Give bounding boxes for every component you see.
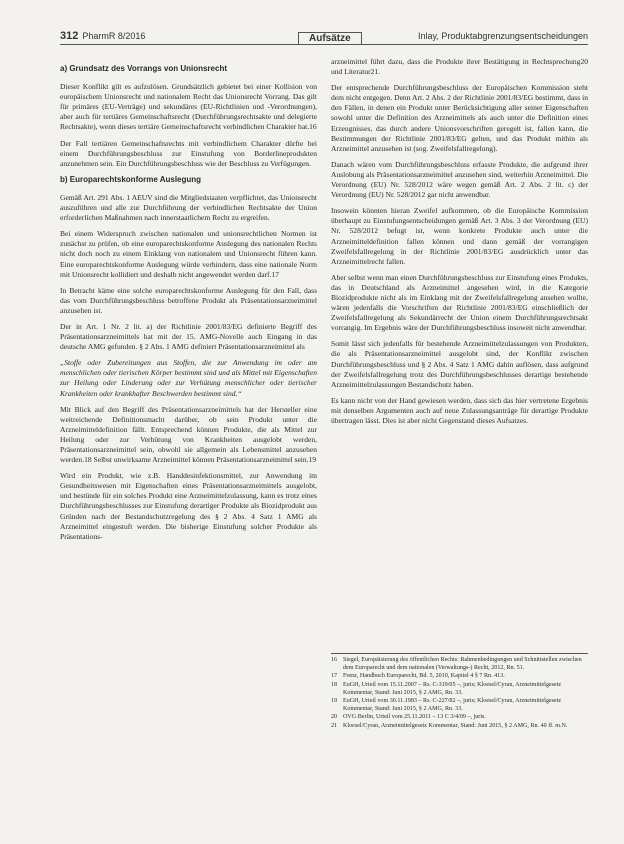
paragraph: Es kann nicht von der Hand gewiesen werden, dass sich das hier vertretene Ergebnis mit denselben Argumenten auch auf neue Zulassungsanträge für derartige Produkte übertragen lässt. Dies ist aber nicht Gegenstand dieses Aufsatzes. [331,395,588,425]
paragraph: Der Fall tertiären Gemeinschaftsrechts mit verbindlichem Charakter dürfte bei einem Durchführungsbeschluss zur Einstufung von Borderlineprodukten anzunehmen sein. Ein Durchführungsbeschluss wie der Beschluss zu Verfügungen. [60,138,317,168]
page-header [60,28,588,45]
journal-name: PharmR 8/2016 [82,31,146,41]
footnote [331,698,588,714]
footnote-number: 20 [331,714,338,721]
section-label: Aufsätze [298,32,362,44]
heading-b: b) Europarechtskonforme Auslegung [60,174,202,184]
block-quote: „Stoffe oder Zubereitungen aus Stoffen, die zur Anwendung im oder am menschlichen oder tierischen Körper bestimmt sind und als Mittel mit Eigenschaften zur Heilung oder Linderung oder zur Verhütung menschlicher oder tierischer Krankheiten oder krankhafter Beschwerden bestimmt sind.“ [60,358,317,398]
footnote [331,682,588,698]
footnote-text: Siegel, Europäisierung des öffentlichen Rechts: Rahmenbedingungen und Schnittstellen zwischen dem Europarecht und dem nationalen (Verwaltungs-) Recht, 2012, Rn. 51. [343,657,582,671]
footnote-number: 18 [331,681,338,688]
footnote [331,723,588,731]
footnote-number: 17 [331,673,338,680]
footnote-number: 16 [331,657,338,663]
paragraph: In Betracht käme eine solche europarechtskonforme Auslegung für den Fall, dass das vom Durchführungsbeschluss betroffene Produkt als Präsentationsarzneimittel anzusehen ist. [60,285,317,315]
paragraph: Bei einem Widerspruch zwischen nationalen und unionsrechtlichen Normen ist zunächst zu prüfen, ob eine europarechtskonforme Auslegung des nationalen Rechts nicht doch noch zu einem Einklang von nationalem und Unionsrecht führen kann. Eine europarechtskonforme Auslegung würde verhindern, dass eine nationale Norm mit Unionsrecht kollidiert und deshalb nicht angewendet werden darf.17 [60,229,317,279]
heading-a: a) Grundsatz des Vorrangs von Unionsrecht [60,64,227,73]
footnote-text: Kloesel/Cyran, Arzneimittelgesetz Kommentar, Stand: Juni 2015, § 2 AMG, Rn. 40 ff. m.N. [343,722,568,729]
footnote-text: EuGH, Urteil vom 15.11.2007 – Rs. C-319/05 –, juris; Kloesel/Cyran, Arzneimittelgesetz Kommentar, Stand: Juni 2015, § 2 AMG, Rn. 33. [343,681,562,696]
paragraph: Insowein könnten hieran Zweifel aufkommen, ob die Europäische Kommission überhaupt zu Einstufungsentscheidungen gemäß Art. 3 Abs. 3 der Verordnung (EU) Nr. 528/2012 befugt ist, wenn konkrete Produkte auch unter die Arzneimitteldefinition fallen können und dann gemäß der vorrangigen Zweifelsfallregelung in der Richtlinie 2001/83/EG ausdrücklich unter das Arzneimittelrecht fallen. [331,206,588,266]
paragraph: Danach wären vom Durchführungsbeschluss erfasste Produkte, die aufgrund ihrer Auslobung als Präsentationsarzneimittel anzusehen sind, weiterhin Arzneimittel. Die Verordnung (EU) Nr. 528/2012 wäre wegen gemäß Art. 2 Abs. 2 lit. c) der Verordnung (EU) Nr. 528/2012 gar nicht anwendbar. [331,159,588,200]
page-number: 312 [60,30,79,42]
footnote-text: Frenz, Handbuch Europarecht, Bd. 5, 2010, Kapitel 4 § 7 Rn. 413. [343,673,505,680]
footnote-text: EuGH, Urteil vom 30.11.1983 – Rs. C-227/82 –, juris; Kloesel/Cyran, Arzneimittelgesetz Kommentar, Stand: Juni 2015, § 2 AMG, Rn. 33. [343,698,562,712]
header-left [60,30,145,42]
paragraph: Der entsprechende Durchführungsbeschluss der Europäischen Kommission steht dem nicht entgegen. Denn Art. 2 Abs. 2 der Richtlinie 2001/83/EG bestimmt, dass in den Fällen, in denen ein Produkt unter Berücksichtigung aller seiner Eigenschaften sowohl unter die Definition des Arzneimittels als auch unter die Definition eines Erzeugnisses, das durch andere Unionsvorschriften geregelt ist, fallen kann, die Bestimmungen der Richtlinie 2001/83/EG gelten, und das Produkt mithin als Arzneimittel anzusehen ist (sog. Zweifelsfallregelung). [331,83,588,153]
right-column [331,57,588,432]
footnote [331,673,588,681]
paragraph: arzneimittel führt dazu, dass die Produkte ihrer Bestätigung in Rechtsprechung20 und Literatur21. [331,57,588,77]
paragraph: Dieser Konflikt gilt es aufzulösen. Grundsätzlich gebietet bei einer Kollision von europäischem Unionsrecht und nationalem Recht das Unionsrecht Vorrang. Das gilt für primäres (EU-Verträge) und sekundäres (EU-Richtlinien und -Verordnungen), aber auch für tertiäres Gemeinschaftsrecht (Durchführungsrechtsakte und delegierte Rechtsakte), wenn dieses tertiäre Gemeinschaftsrecht verbindlichen Charakter hat.16 [60,82,317,132]
paragraph: Mit Blick auf den Begriff des Präsentationsarzneimittels hat der Hersteller eine weitreichende Definitionsmacht darüber, ob sein Produkt unter die Arzneimitteldefinition fällt. Entsprechend können Produkte, die als Mittel zur Heilung oder zur Verhütung von Krankheiten ausgelobt werden, Präsentationsarzneimittel sein, obwohl sie allgemein als Lebensmittel anzusehen werden.18 Selbst unwirksame Arzneimittel können Präsentationsarzneimittel sein.19 [60,404,317,465]
paragraph: Wird ein Produkt, wie z.B. Handdesinfektionsmittel, zur Anwendung im Gesundheitswesen mit Eigenschaften eines Präsentationsarzneimittels ausgelobt, und bestünde für ein solches Produkt eine Arzneimittelzulassung, kann es trotz eines Durchführungsbeschlusses zur Einstufung derartiger Produkte als Biozidprodukt aus Gründen nach der Bestandschutzregelung des § 2 Abs. 4 Satz 1 AMG als Arzneimittel eingestuft werden. Die bisherige Einstufung solcher Produkte als Präsentations- [60,471,317,541]
footnote-number: 19 [331,698,338,705]
paragraph: Der in Art. 1 Nr. 2 lit. a) der Richtlinie 2001/83/EG definierte Begriff des Präsentationsarzneimittels hat mit der 15. AMG-Novelle auch Eingang in das deutsche AMG gefunden. § 2 Abs. 1 AMG definiert Präsentationsarzneimittel als [60,321,317,352]
left-column [60,60,317,548]
footnote [331,714,588,722]
footnote [331,657,588,673]
footnote-number: 21 [331,722,338,729]
paragraph: Somit lässt sich jedenfalls für bestehende Arzneimittelzulassungen von Produkten, die als Präsentationsarzneimittel ausgelobt sind, der Konflikt zwischen Durchführungsbeschluss und § 2 Abs. 4 Satz 1 AMG dahin auflösen, dass aufgrund der Zweifelsfallregelung trotz des Durchführungsbeschlusses derartige bestehende Arzneimittelzulassungen Bestandschutz haben. [331,339,588,389]
footnote-text: OVG Berlin, Urteil vom 25.11.2011 – 13 C 3/4/09 –, juris. [343,714,486,721]
paragraph: Gemäß Art. 291 Abs. 1 AEUV sind die Mitgliedstaaten verpflichtet, das Unionsrecht auszuführen und alle zur Durchführung der verbindlichen Rechtsakte der Union erforderlichen Maßnahmen nach innerstaatlichem Recht zu ergreifen. [60,192,317,223]
footnotes [331,653,588,731]
running-title: Inlay, Produktabgrenzungsentscheidungen [418,31,588,41]
paragraph: Aber selbst wenn man einen Durchführungsbeschluss zur Einstufung eines Produkts, das in Deutschland als Arzneimittel angesehen wird, in die Kategorie Biozidprodukte nicht als im Einklang mit der Zweifelsfallregelung ansehen wollte, wären jedenfalls die Vorschriften der Richtlinie 2001/83/EG einschließlich der Zweifelsfallregelung als Sekundärrecht der Union einem Durchführungsrechtsakt vorrangig. Im Ergebnis wäre der Durchführungsbeschluss insoweit nicht anwendbar. [331,272,588,333]
